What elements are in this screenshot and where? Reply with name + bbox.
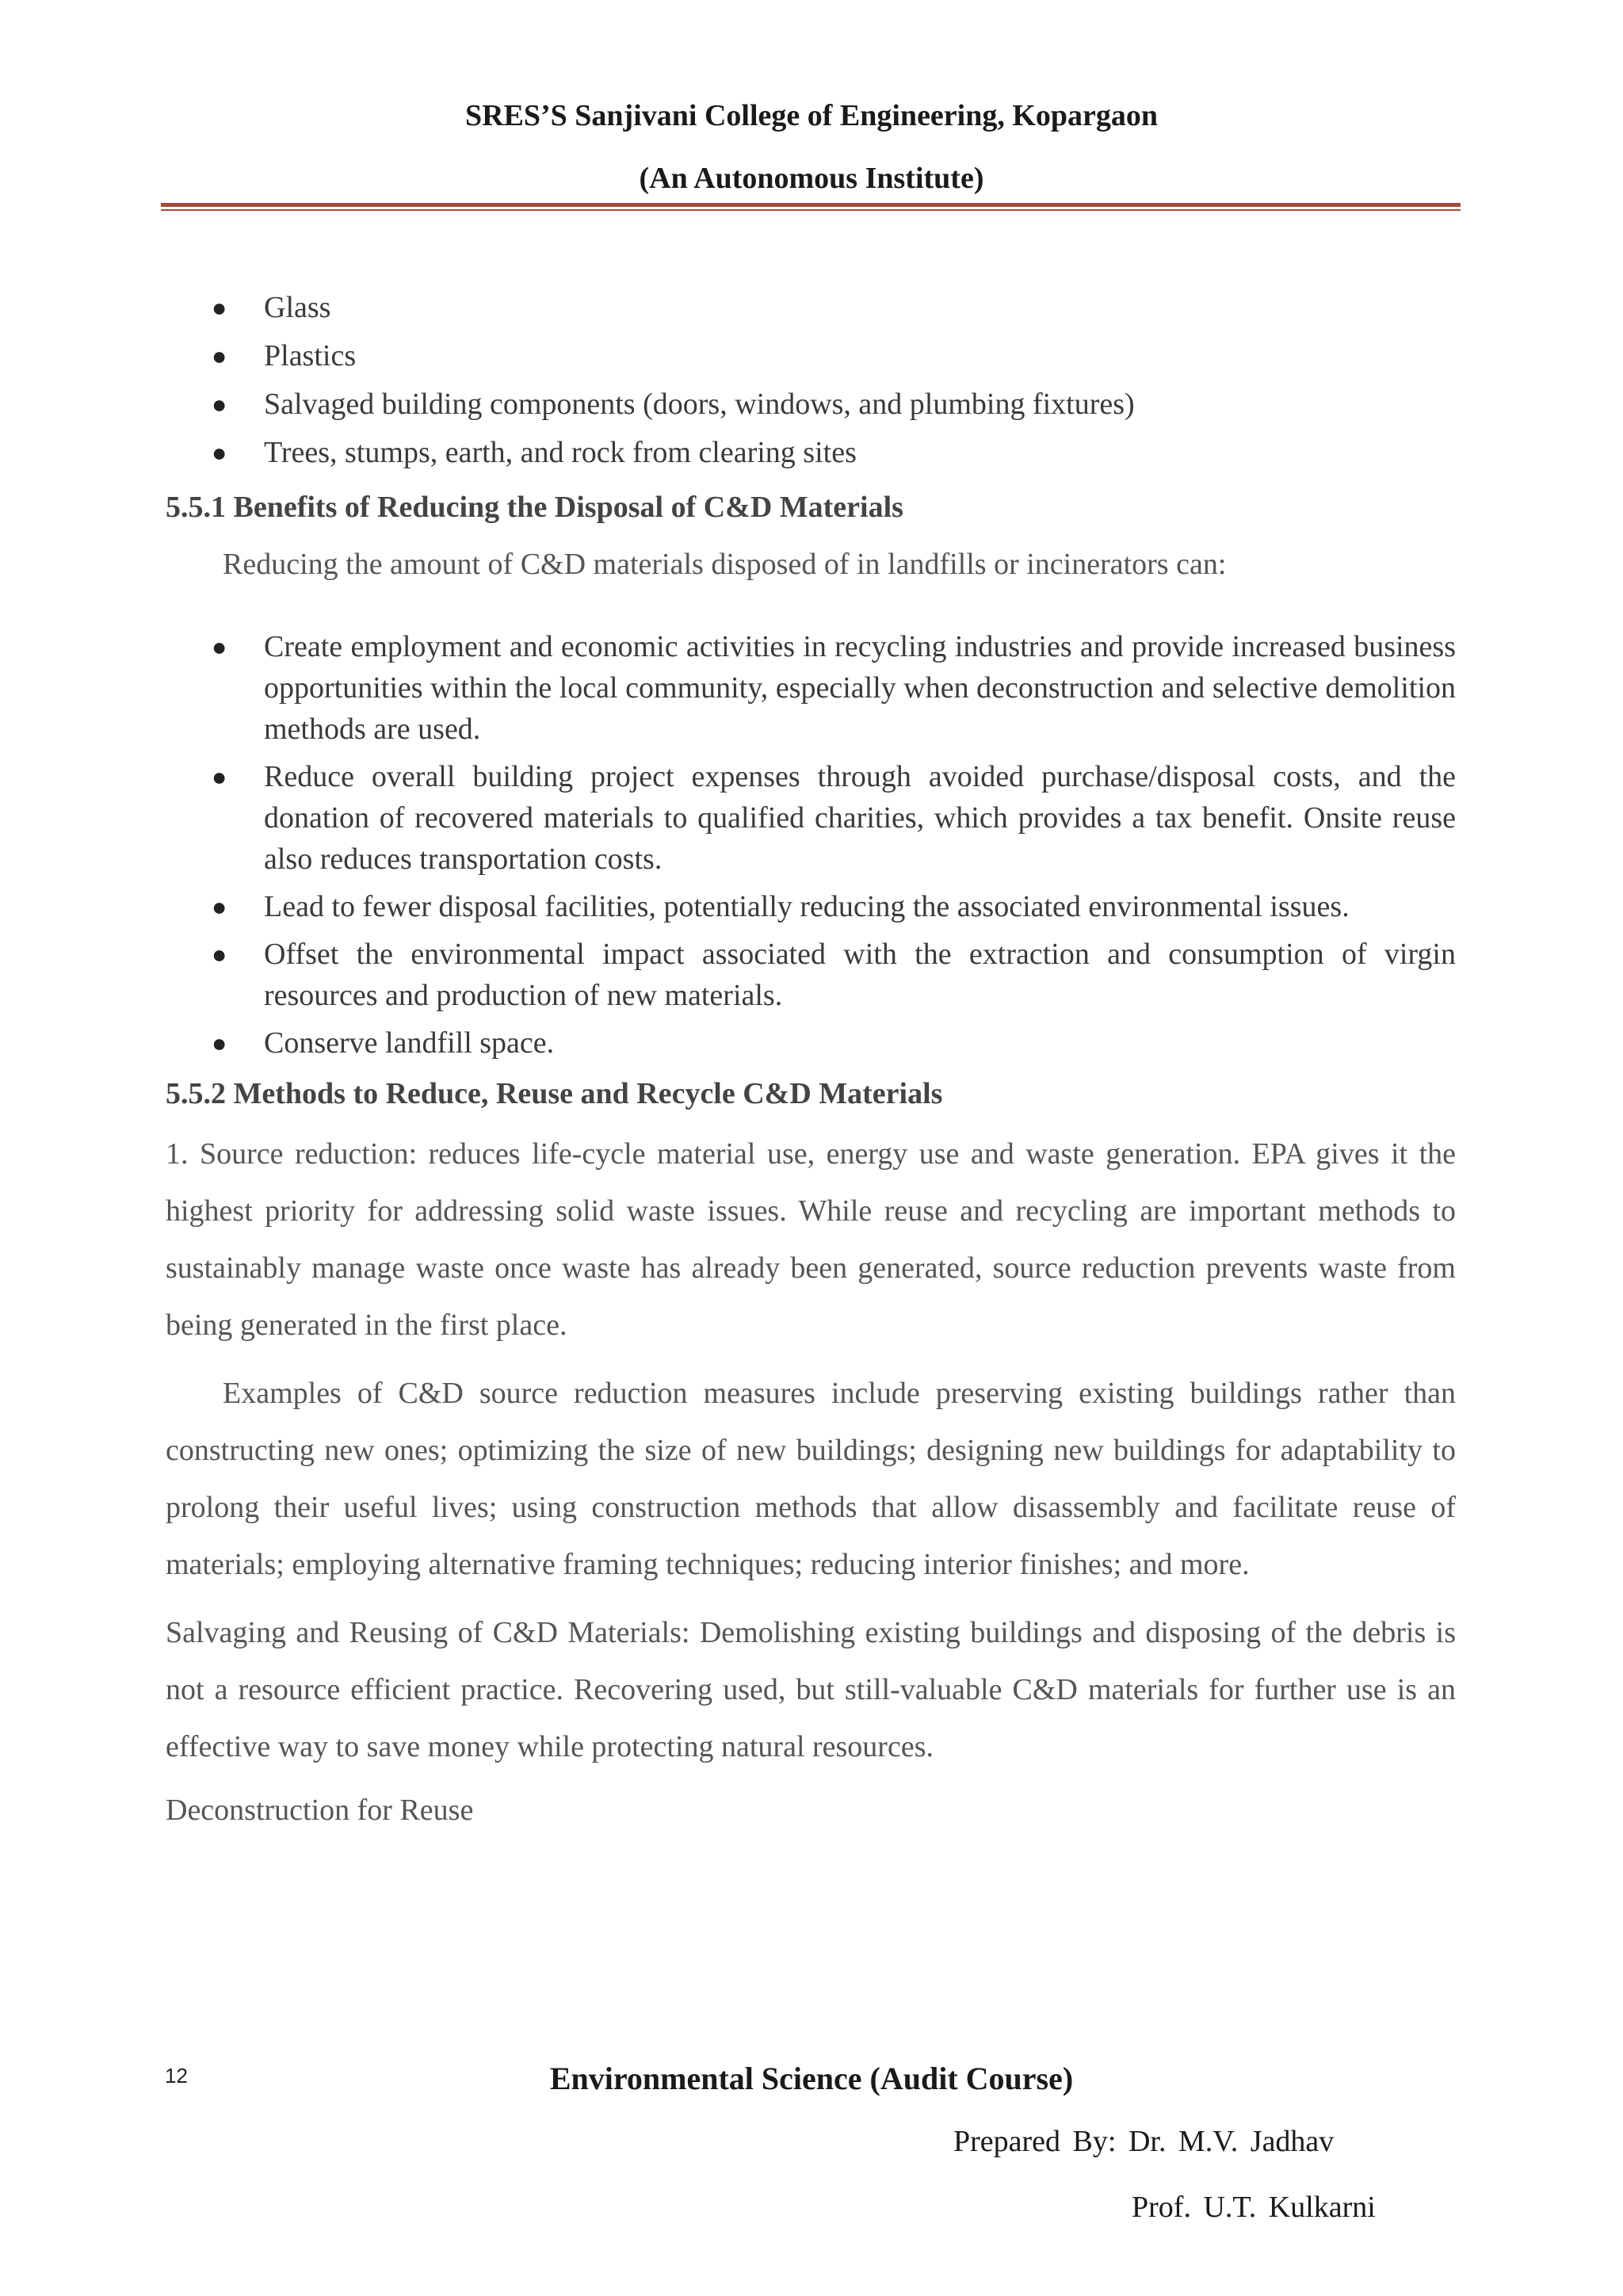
- header-rule-thin: [161, 209, 1461, 211]
- list-item: ● Reduce overall building project expenses through avoided purchase/disposal costs, and the donation of recovered materials to qualified charities, which provides a tax benefit. Onsite reuse also reduces transportation costs.: [166, 756, 1456, 880]
- footer-course-title: Environmental Science (Audit Course): [549, 2061, 1074, 2096]
- materials-list: [166, 284, 1456, 477]
- list-item: ● Create employment and economic activities in recycling industries and provide increased business opportunities within the local community, especially when deconstruction and selective demolition methods are used.: [166, 626, 1456, 750]
- list-item: ● Trees, stumps, earth, and rock from clearing sites: [166, 429, 1456, 477]
- deconstruction-label: Deconstruction for Reuse: [166, 1794, 474, 1827]
- header-rule-thick: [161, 203, 1461, 207]
- list-item: ● Conserve landfill space.: [166, 1022, 1456, 1064]
- benefits-list: [166, 626, 1456, 1064]
- institute-status: (An Autonomous Institute): [639, 162, 984, 195]
- prepared-by: Prepared By: Dr. M.V. Jadhav: [953, 2125, 1335, 2158]
- source-reduction-paragraph: 1. Source reduction: reduces life-cycle material use, energy use and waste generation. EPA gives it the highest priority for addressing solid waste issues. While reuse and recycling are important methods to sustainably manage waste once waste has already been generated, source reduction prevents waste from being generated in the first place.: [166, 1137, 1456, 1342]
- list-item: ● Plastics: [166, 332, 1456, 380]
- benefits-intro: Reducing the amount of C&D materials disposed of in landfills or incinerators can:: [223, 548, 1227, 581]
- salvaging-paragraph: Salvaging and Reusing of C&D Materials: Demolishing existing buildings and disposing of the debris is not a resource efficient practice. Recovering used, but still-valuable C&D materials for further use is an effective way to save money while protecting natural resources.: [166, 1616, 1456, 1763]
- bullet-icon: ●: [212, 293, 227, 322]
- page-body: [166, 284, 1456, 1834]
- bullet-icon: ●: [212, 342, 227, 370]
- section-heading-benefits: 5.5.1 Benefits of Reducing the Disposal of C&D Materials: [166, 491, 903, 524]
- college-name: SRES’S Sanjivani College of Engineering, Kopargaon: [464, 99, 1159, 132]
- bullet-icon: ●: [212, 762, 227, 791]
- list-item: ● Lead to fewer disposal facilities, potentially reducing the associated environmental issues.: [166, 886, 1456, 927]
- bullet-icon: ●: [212, 892, 227, 921]
- section-heading-methods: 5.5.2 Methods to Reduce, Reuse and Recycle C&D Materials: [166, 1077, 943, 1110]
- page-number: 12: [165, 2064, 188, 2088]
- bullet-icon: ●: [212, 390, 227, 418]
- list-item: ● Salvaged building components (doors, windows, and plumbing fixtures): [166, 380, 1456, 429]
- list-item: ● Offset the environmental impact associated with the extraction and consumption of virgin resources and production of new materials.: [166, 934, 1456, 1016]
- bullet-icon: ●: [212, 1029, 227, 1057]
- list-item: ● Glass: [166, 284, 1456, 332]
- co-author: Prof. U.T. Kulkarni: [1132, 2191, 1376, 2224]
- source-reduction-examples: Examples of C&D source reduction measures include preserving existing buildings rather than constructing new ones; optimizing the size of new buildings; designing new buildings for adaptability to prolong their useful lives; using construction methods that allow disassembly and facilitate reuse of materials; employing alternative framing techniques; reducing interior finishes; and more.: [166, 1377, 1456, 1581]
- bullet-icon: ●: [212, 940, 227, 968]
- bullet-icon: ●: [212, 632, 227, 661]
- bullet-icon: ●: [212, 438, 227, 467]
